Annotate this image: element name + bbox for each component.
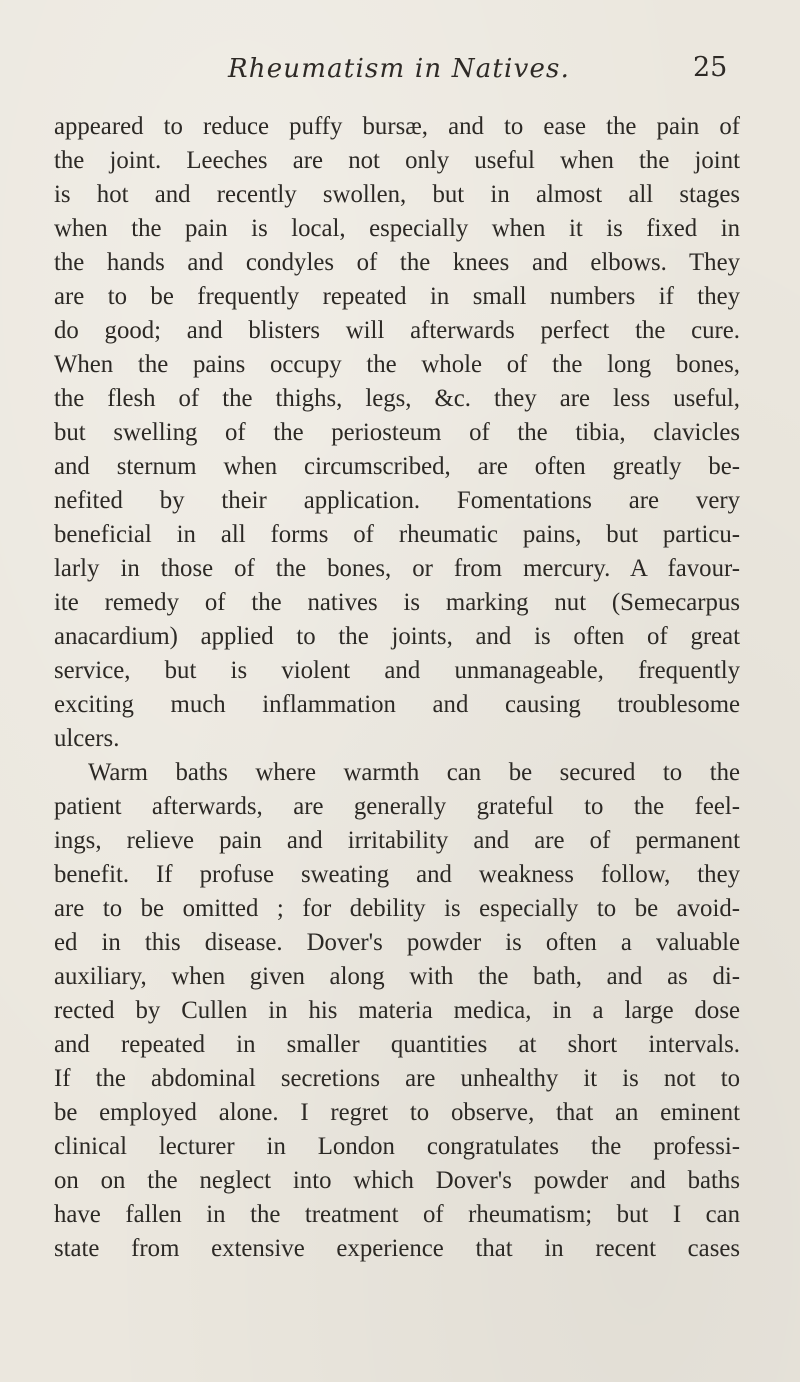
- text-line: is hot and recently swollen, but in almost all stages: [54, 181, 740, 208]
- text-line: are to be omitted ; for debility is especially to be avoid-: [54, 895, 740, 922]
- text-line: the flesh of the thighs, legs, &c. they are less useful,: [54, 385, 740, 412]
- text-line: and repeated in smaller quantities at short intervals.: [54, 1031, 740, 1058]
- running-title: Rheumatism in Natives.: [228, 54, 571, 84]
- text-line: patient afterwards, are generally grateful to the feel-: [54, 793, 740, 820]
- text-line: have fallen in the treatment of rheumatism; but I can: [54, 1201, 740, 1228]
- text-line: and sternum when circumscribed, are often greatly be-: [54, 453, 740, 480]
- text-line: are to be frequently repeated in small numbers if they: [54, 283, 740, 310]
- text-line: anacardium) applied to the joints, and is often of great: [54, 623, 740, 650]
- text-line: larly in those of the bones, or from mercury. A favour-: [54, 555, 740, 582]
- text-line: auxiliary, when given along with the bath, and as di-: [54, 963, 740, 990]
- text-line: but swelling of the periosteum of the tibia, clavicles: [54, 419, 740, 446]
- text-line: ite remedy of the natives is marking nut (Semecarpus: [54, 589, 740, 616]
- text-line: rected by Cullen in his materia medica, in a large dose: [54, 997, 740, 1024]
- text-line: ed in this disease. Dover's powder is often a valuable: [54, 929, 740, 956]
- text-line: Warm baths where warmth can be secured to the: [88, 759, 740, 786]
- text-line: exciting much inflammation and causing troublesome: [54, 691, 740, 718]
- text-line: when the pain is local, especially when it is fixed in: [54, 215, 740, 242]
- text-line: service, but is violent and unmanageable, frequently: [54, 657, 740, 684]
- text-line: nefited by their application. Fomentations are very: [54, 487, 740, 514]
- text-line: do good; and blisters will afterwards perfect the cure.: [54, 317, 740, 344]
- running-header: [0, 48, 800, 88]
- text-line: appeared to reduce puffy bursæ, and to ease the pain of: [54, 113, 740, 140]
- text-line: on on the neglect into which Dover's powder and baths: [54, 1167, 740, 1194]
- text-line: beneficial in all forms of rheumatic pains, but particu-: [54, 521, 740, 548]
- text-line: the joint. Leeches are not only useful when the joint: [54, 147, 740, 174]
- text-line: ings, relieve pain and irritability and are of permanent: [54, 827, 740, 854]
- text-line: state from extensive experience that in recent cases: [54, 1235, 740, 1262]
- text-line: benefit. If profuse sweating and weakness follow, they: [54, 861, 740, 888]
- text-line: ulcers.: [54, 725, 120, 752]
- text-line: clinical lecturer in London congratulates the professi-: [54, 1133, 740, 1160]
- page-number: 25: [693, 52, 728, 83]
- text-line: When the pains occupy the whole of the long bones,: [54, 351, 740, 378]
- text-line: If the abdominal secretions are unhealthy it is not to: [54, 1065, 740, 1092]
- text-line: the hands and condyles of the knees and elbows. They: [54, 249, 740, 276]
- text-line: be employed alone. I regret to observe, that an eminent: [54, 1099, 740, 1126]
